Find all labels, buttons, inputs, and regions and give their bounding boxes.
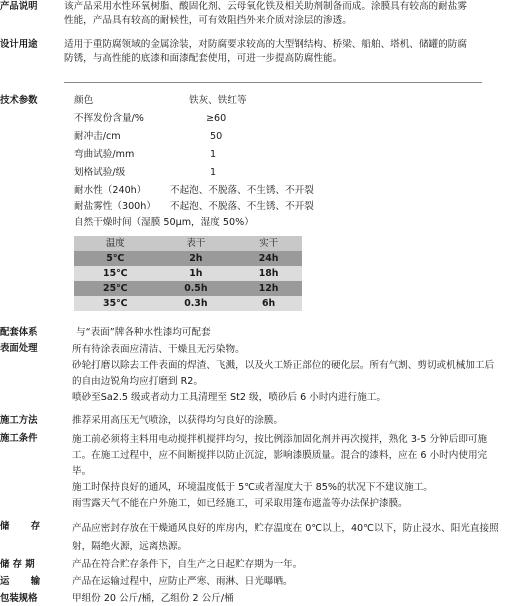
table-cell: 2h <box>157 251 236 266</box>
section-label: 储 存 <box>0 521 47 532</box>
spec-value: 1 <box>210 167 217 178</box>
section-label: 产品说明 <box>0 1 38 12</box>
spec-value: 不起泡、不脱落、不生锈、不开裂 <box>170 201 314 212</box>
section-label: 运 输 <box>0 576 47 587</box>
table-cell: 1h <box>157 266 236 281</box>
section-label: 施工方法 <box>0 415 38 426</box>
text-line: 喷砂至Sa2.5 级或者动力工具清理至 St2 级，喷砂后 6 小时内进行施工。 <box>72 392 386 403</box>
section-label: 表面处理 <box>0 343 38 354</box>
table-cell: 18h <box>235 266 302 281</box>
text-line: 该产品采用水性环氧树脂、酸固化剂、云母氧化铁及相关助剂制备而成。涂膜具有较高的耐盐雾 <box>64 1 467 12</box>
text-line: 施工前必须将主料用电动搅拌机搅拌均匀，按比例添加固化剂并再次搅拌，熟化 3-5 分钟后即可施 <box>72 434 488 445</box>
text-line: 产品应密封存放在干燥通风良好的库房内，贮存温度在 0℃以上，40℃以下，防止浸水、阳光直接照 <box>72 523 499 534</box>
text-line: 毕。 <box>72 466 92 477</box>
section-text <box>72 432 506 512</box>
text-line: 性能，产品具有较高的耐候性，可有效阻挡外来介质对涂层的渗透。 <box>64 15 352 26</box>
table-header-row <box>74 236 302 251</box>
section-label: 设计用途 <box>0 39 38 50</box>
table-cell: 0.3h <box>157 296 236 311</box>
spec-name: 耐水性（240h） <box>74 185 147 196</box>
text-line: 砂轮打磨以除去工件表面的焊渣、飞溅，以及火工矫正部位的硬化层。所有气割、剪切或机械加工后 <box>72 360 495 371</box>
table-cell: 35℃ <box>74 296 157 311</box>
text-line: 所有待涂表面应清洁、干燥且无污染物。 <box>72 344 245 355</box>
section-label: 配套体系 <box>0 327 38 338</box>
column-header: 温度 <box>74 236 157 251</box>
section-text <box>76 326 506 340</box>
table-row <box>74 251 302 266</box>
section-text <box>64 38 506 66</box>
section-label: 技术参数 <box>0 95 38 106</box>
section-text <box>72 520 506 556</box>
spec-name: 弯曲试验/mm <box>74 149 135 160</box>
section-label: 施工条件 <box>0 433 38 444</box>
spec-name: 颜色 <box>74 95 94 106</box>
table-cell: 5℃ <box>74 251 157 266</box>
divider-line <box>64 82 482 83</box>
spec-value: 50 <box>210 131 223 142</box>
section-text <box>72 558 506 572</box>
spec-name: 不挥发份含量/% <box>74 113 144 124</box>
text-line: 产品在符合贮存条件下，自生产之日起贮存期为一年。 <box>72 559 303 570</box>
section-text <box>72 575 506 589</box>
spec-value: 铁灰、铁红等 <box>189 95 247 106</box>
text-line: 产品在运输过程中，应防止严寒、雨淋、日光曝晒。 <box>72 576 293 587</box>
section-label: 包装规格 <box>0 593 38 604</box>
text-line: 施工时保持良好的通风，环境温度低于 5℃或者湿度大于 85%的状况下不建议施工。 <box>72 482 433 493</box>
section-label: 储 存 期 <box>0 559 35 570</box>
text-line: 雨雪露天气不能在户外施工，如已经施工，可采取用篷布遮盖等办法保护漆膜。 <box>72 498 408 509</box>
table-row <box>74 296 302 311</box>
text-line: 适用于重防腐领域的金属涂装，对防腐要求较高的大型钢结构、桥梁、船舶、塔机、储罐的防腐 <box>64 39 467 50</box>
column-header: 实干 <box>235 236 302 251</box>
drying-time-table <box>74 236 302 311</box>
spec-value: 不起泡、不脱落、不生锈、不开裂 <box>170 185 314 196</box>
section-text <box>64 0 506 28</box>
table-row <box>74 281 302 296</box>
text-line: 射，隔绝火源，远离热源。 <box>72 541 188 552</box>
text-line: 防锈，与高性能的底漆和面漆配套使用，可进一步提高防腐性能。 <box>64 53 343 64</box>
table-cell: 0.5h <box>157 281 236 296</box>
table-cell: 12h <box>235 281 302 296</box>
section-text <box>72 414 506 428</box>
spec-value: 1 <box>210 149 217 160</box>
table-row <box>74 266 302 281</box>
spec-value: ≥60 <box>206 113 227 124</box>
section-text <box>72 342 506 406</box>
table-cell: 15℃ <box>74 266 157 281</box>
text-line: 与“表面”牌各种水性漆均可配套 <box>76 327 211 338</box>
text-line: 工。在施工过程中，应不间断搅拌以防止沉淀，影响漆膜质量。混合的漆料，应在 6 小时内使用完 <box>72 450 488 461</box>
section-text <box>72 592 506 606</box>
text-line: 的自由边锐角均应打磨到 R2。 <box>72 376 203 387</box>
table-cell: 24h <box>235 251 302 266</box>
column-header: 表干 <box>157 236 236 251</box>
drying-caption: 自然干燥时间（湿膜 50μm，湿度 50%） <box>74 217 254 228</box>
table-cell: 6h <box>235 296 302 311</box>
spec-name: 耐盐雾性（300h） <box>74 201 156 212</box>
spec-name: 耐冲击/cm <box>74 131 121 142</box>
text-line: 推荐采用高压无气喷涂，以获得均匀良好的涂膜。 <box>72 415 284 426</box>
spec-name: 划格试验/级 <box>74 167 126 178</box>
text-line: 甲组份 20 公斤/桶，乙组份 2 公斤/桶 <box>72 593 234 604</box>
table-cell: 25℃ <box>74 281 157 296</box>
